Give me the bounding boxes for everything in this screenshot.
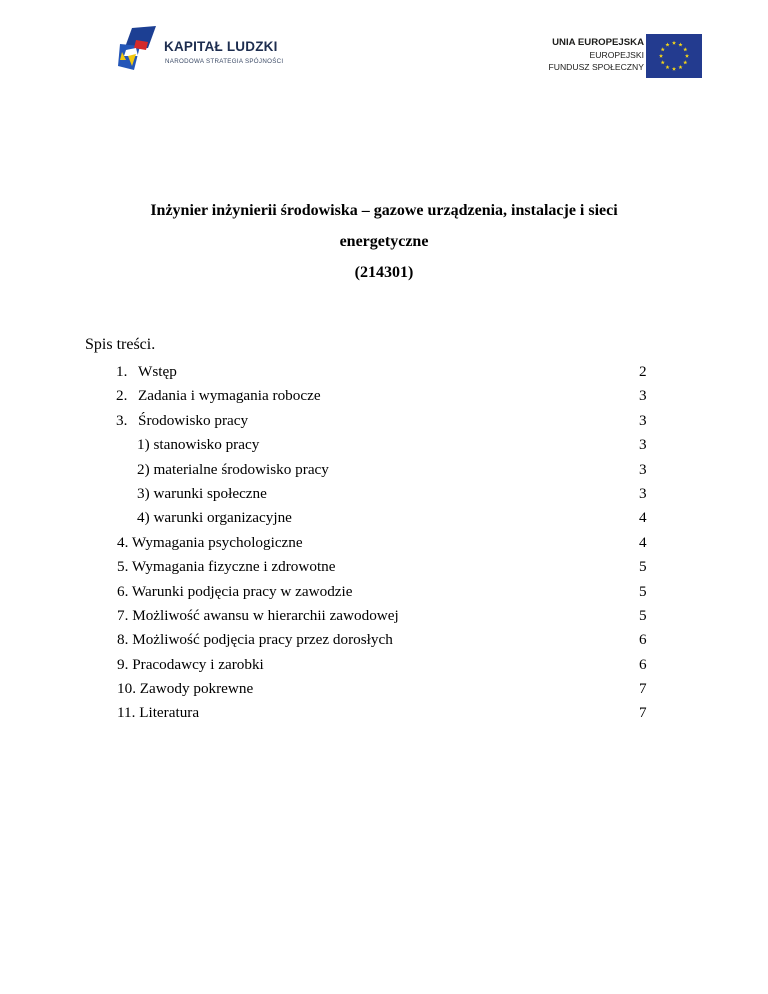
- toc-item-number: 2.: [116, 387, 128, 405]
- toc-item-page: 7: [639, 704, 647, 722]
- toc-item-page: 6: [639, 655, 647, 673]
- toc-item-page: 6: [639, 631, 647, 649]
- toc-item: [0, 604, 768, 628]
- toc-item-number: 3.: [116, 411, 128, 429]
- toc-item-label: 5. Wymagania fizyczne i zdrowotne: [117, 558, 336, 576]
- toc-subitem-label: 3) warunki społeczne: [137, 484, 267, 502]
- toc-item: [0, 653, 768, 677]
- title-line-2: energetyczne: [339, 233, 429, 250]
- toc-item-label: 6. Warunki podjęcia pracy w zawodzie: [117, 582, 353, 600]
- toc-subitem: [0, 458, 768, 482]
- toc-item-label: 4. Wymagania psychologiczne: [117, 533, 303, 551]
- toc-item-page: 3: [639, 411, 647, 429]
- toc-item-page: 3: [639, 436, 647, 454]
- occupation-code: (214301): [354, 264, 414, 281]
- toc-item-label: 9. Pracodawcy i zarobki: [117, 655, 264, 673]
- toc-subitem: [0, 433, 768, 457]
- toc-item-label: 8. Możliwość podjęcia pracy przez dorosłych: [117, 631, 393, 649]
- toc-subitem-label: 2) materialne środowisko pracy: [137, 460, 329, 478]
- toc-item: [0, 628, 768, 652]
- toc-item-page: 5: [639, 606, 647, 624]
- toc-item-label: 1. Wstęp: [116, 360, 177, 384]
- eu-flag-icon: [646, 34, 702, 78]
- toc-item-page: 5: [639, 558, 647, 576]
- toc-item-label: 3. Środowisko pracy: [116, 409, 248, 433]
- toc-item-label: 11. Literatura: [117, 704, 200, 722]
- eu-union-label: UNIA EUROPEJSKA: [552, 37, 644, 48]
- eu-fund-text: [549, 36, 645, 73]
- kapital-ludzki-logo: [118, 26, 298, 72]
- toc-item-page: 7: [639, 680, 647, 698]
- toc-item-page: 2: [639, 363, 647, 380]
- toc-item-page: 3: [639, 460, 647, 478]
- toc-item-page: 4: [639, 533, 647, 551]
- eu-fund-logo: [522, 34, 702, 80]
- toc-item: [0, 531, 768, 555]
- kapital-ludzki-subtitle: NARODOWA STRATEGIA SPÓJNOŚCI: [165, 58, 284, 65]
- toc-item: [0, 409, 768, 433]
- eu-fund-label-line2: FUNDUSZ SPOŁECZNY: [548, 62, 644, 72]
- title-line-1: Inżynier inżynierii środowiska – gazowe urządzenia, instalacje i sieci: [150, 202, 618, 219]
- toc-subitem: [0, 482, 768, 506]
- toc-item-label: 7. Możliwość awansu w hierarchii zawodowej: [117, 606, 399, 624]
- toc-item: [0, 384, 768, 408]
- kapital-ludzki-title: KAPITAŁ LUDZKI: [164, 39, 278, 54]
- toc-item: [0, 677, 768, 701]
- toc-subitem: [0, 506, 768, 530]
- toc-subitem-label: 4) warunki organizacyjne: [137, 509, 292, 527]
- toc-subitem-label: 1) stanowisko pracy: [137, 436, 260, 454]
- eu-fund-label-line1: EUROPEJSKI: [589, 50, 644, 60]
- toc-item-label: 10. Zawody pokrewne: [117, 680, 254, 698]
- toc-item-page: 3: [639, 484, 647, 502]
- toc-heading: Spis treści.: [85, 336, 156, 353]
- toc-item: [0, 701, 768, 725]
- toc-item-page: 5: [639, 582, 647, 600]
- toc-item-page: 3: [639, 387, 647, 405]
- toc-item-page: 4: [639, 509, 647, 527]
- toc-item-number: 1.: [116, 363, 128, 380]
- toc-item: [0, 360, 768, 384]
- kapital-ludzki-emblem-icon: [118, 26, 162, 72]
- toc-item: [0, 580, 768, 604]
- document-title: [0, 195, 768, 288]
- table-of-contents: [0, 360, 768, 726]
- toc-item: [0, 555, 768, 579]
- toc-item-label: 2. Zadania i wymagania robocze: [116, 384, 321, 408]
